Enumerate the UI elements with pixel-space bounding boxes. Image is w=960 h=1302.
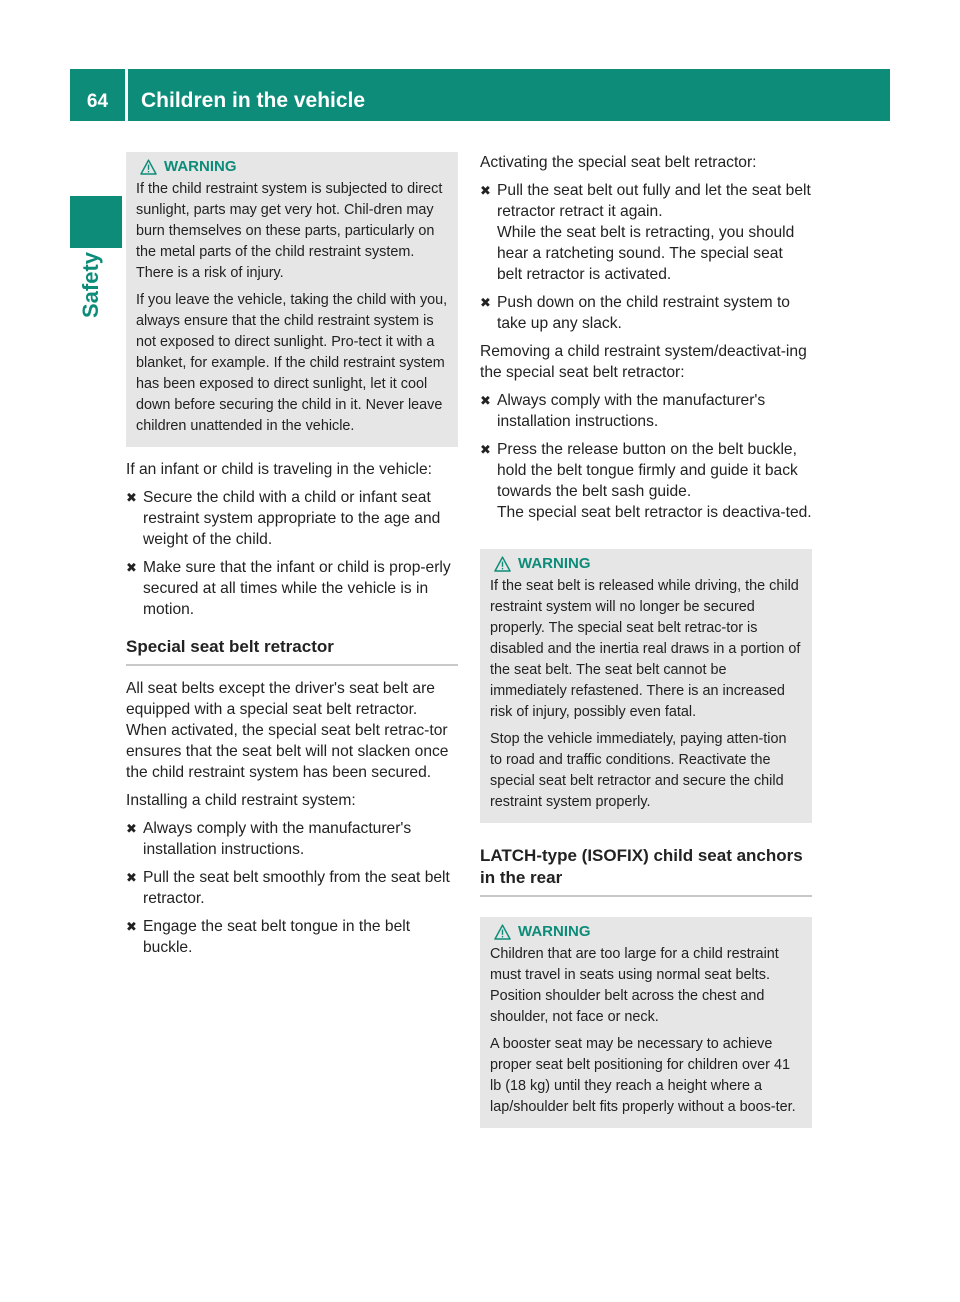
step-arrow-icon: ✖	[480, 183, 491, 198]
warning-label: WARNING	[164, 158, 237, 175]
step-text: Pull the seat belt out fully and let the seat belt retractor retract it again.	[497, 182, 811, 220]
step-arrow-icon: ✖	[126, 821, 137, 836]
right-column	[480, 152, 812, 1140]
warning-text: If the child restraint system is subjected to direct sunlight, parts may get very hot. Chil-dren may burn themselves on these parts, particularly on the metal parts of the child restraint system. There is a risk of injury.	[136, 181, 443, 281]
step-text: Pull the seat belt smoothly from the seat belt retractor.	[143, 869, 450, 907]
instruction-step	[480, 180, 812, 285]
step-text: Engage the seat belt tongue in the belt buckle.	[143, 918, 411, 956]
page-number-box	[70, 69, 125, 121]
step-result: While the seat belt is retracting, you should hear a ratcheting sound. The special seat belt retractor is activated.	[497, 224, 795, 283]
body-text: Installing a child restraint system:	[126, 792, 356, 809]
warning-header	[490, 923, 802, 940]
step-arrow-icon: ✖	[480, 295, 491, 310]
step-arrow-icon: ✖	[126, 560, 137, 575]
chapter-title: Children in the vehicle	[141, 89, 366, 112]
warning-triangle-icon	[140, 159, 157, 175]
step-text: Push down on the child restraint system to take up any slack.	[497, 294, 790, 332]
warning-triangle-icon	[494, 924, 511, 940]
step-text: Press the release button on the belt buckle, hold the belt tongue firmly and guide it back towards the belt sash guide.	[497, 441, 798, 500]
step-text: Always comply with the manufacturer's installation instructions.	[143, 820, 412, 858]
instruction-step	[126, 916, 458, 958]
warning-box-sunlight	[126, 152, 458, 447]
section-tab-label: Safety	[78, 251, 103, 318]
instruction-step	[480, 292, 812, 334]
section-heading: LATCH-type (ISOFIX) child seat anchors in the rear	[480, 845, 812, 897]
warning-triangle-icon	[494, 556, 511, 572]
warning-label: WARNING	[518, 555, 591, 572]
warning-text: A booster seat may be necessary to achieve proper seat belt positioning for children over 41 lb (18 kg) until they reach a height where a lap/shoulder belt fits properly without a boos-ter.	[490, 1036, 796, 1115]
left-column	[126, 152, 458, 965]
step-arrow-icon: ✖	[480, 442, 491, 457]
warning-text: Stop the vehicle immediately, paying atten-tion to road and traffic conditions. Reactivate the special seat belt retractor and secure the child restraint system properly.	[490, 731, 787, 810]
warning-header	[136, 158, 448, 175]
step-text: Always comply with the manufacturer's installation instructions.	[497, 392, 766, 430]
instruction-step	[126, 818, 458, 860]
instruction-step	[126, 487, 458, 550]
warning-header	[490, 555, 802, 572]
warning-box-latch	[480, 917, 812, 1128]
step-text: Make sure that the infant or child is prop-erly secured at all times while the vehicle is in motion.	[143, 559, 451, 618]
warning-text: Children that are too large for a child restraint must travel in seats using normal seat belts. Position shoulder belt across the chest and shoulder, not face or neck.	[490, 946, 779, 1025]
instruction-step	[480, 390, 812, 432]
warning-text: If you leave the vehicle, taking the child with you, always ensure that the child restraint system is not exposed to direct sunlight. Pro-tect it with a blanket, for example. If the child restraint system has been exposed to direct sunlight, let it cool down before securing the child in it. Never leave children unattended in the vehicle.	[136, 292, 448, 434]
page-number: 64	[86, 91, 109, 112]
step-arrow-icon: ✖	[126, 870, 137, 885]
intro-text: Removing a child restraint system/deactivat-ing the special seat belt retractor:	[480, 343, 807, 381]
instruction-step	[126, 867, 458, 909]
warning-box-release	[480, 549, 812, 823]
instruction-step	[480, 439, 812, 523]
intro-text: Activating the special seat belt retractor:	[480, 154, 757, 171]
step-result: The special seat belt retractor is deactiva-ted.	[497, 504, 812, 521]
section-tab-marker	[70, 196, 122, 248]
instruction-step	[126, 557, 458, 620]
warning-label: WARNING	[518, 923, 591, 940]
page-header	[70, 69, 890, 121]
section-heading: Special seat belt retractor	[126, 636, 458, 666]
step-arrow-icon: ✖	[126, 490, 137, 505]
step-text: Secure the child with a child or infant seat restraint system appropriate to the age and weight of the child.	[143, 489, 441, 548]
step-arrow-icon: ✖	[126, 919, 137, 934]
chapter-bar	[128, 69, 890, 121]
step-arrow-icon: ✖	[480, 393, 491, 408]
intro-text: If an infant or child is traveling in the vehicle:	[126, 461, 432, 478]
warning-text: If the seat belt is released while driving, the child restraint system will no longer be secured properly. The special seat belt retrac-tor is disabled and the inertia real draws in a portion of the seat belt. The seat belt cannot be immediately refastened. There is an increased risk of injury, possibly even fatal.	[490, 578, 801, 720]
body-text: All seat belts except the driver's seat belt are equipped with a special seat belt retractor. When activated, the special seat belt retrac-tor ensures that the seat belt will not slacken once the child restraint system has been secured.	[126, 680, 449, 781]
